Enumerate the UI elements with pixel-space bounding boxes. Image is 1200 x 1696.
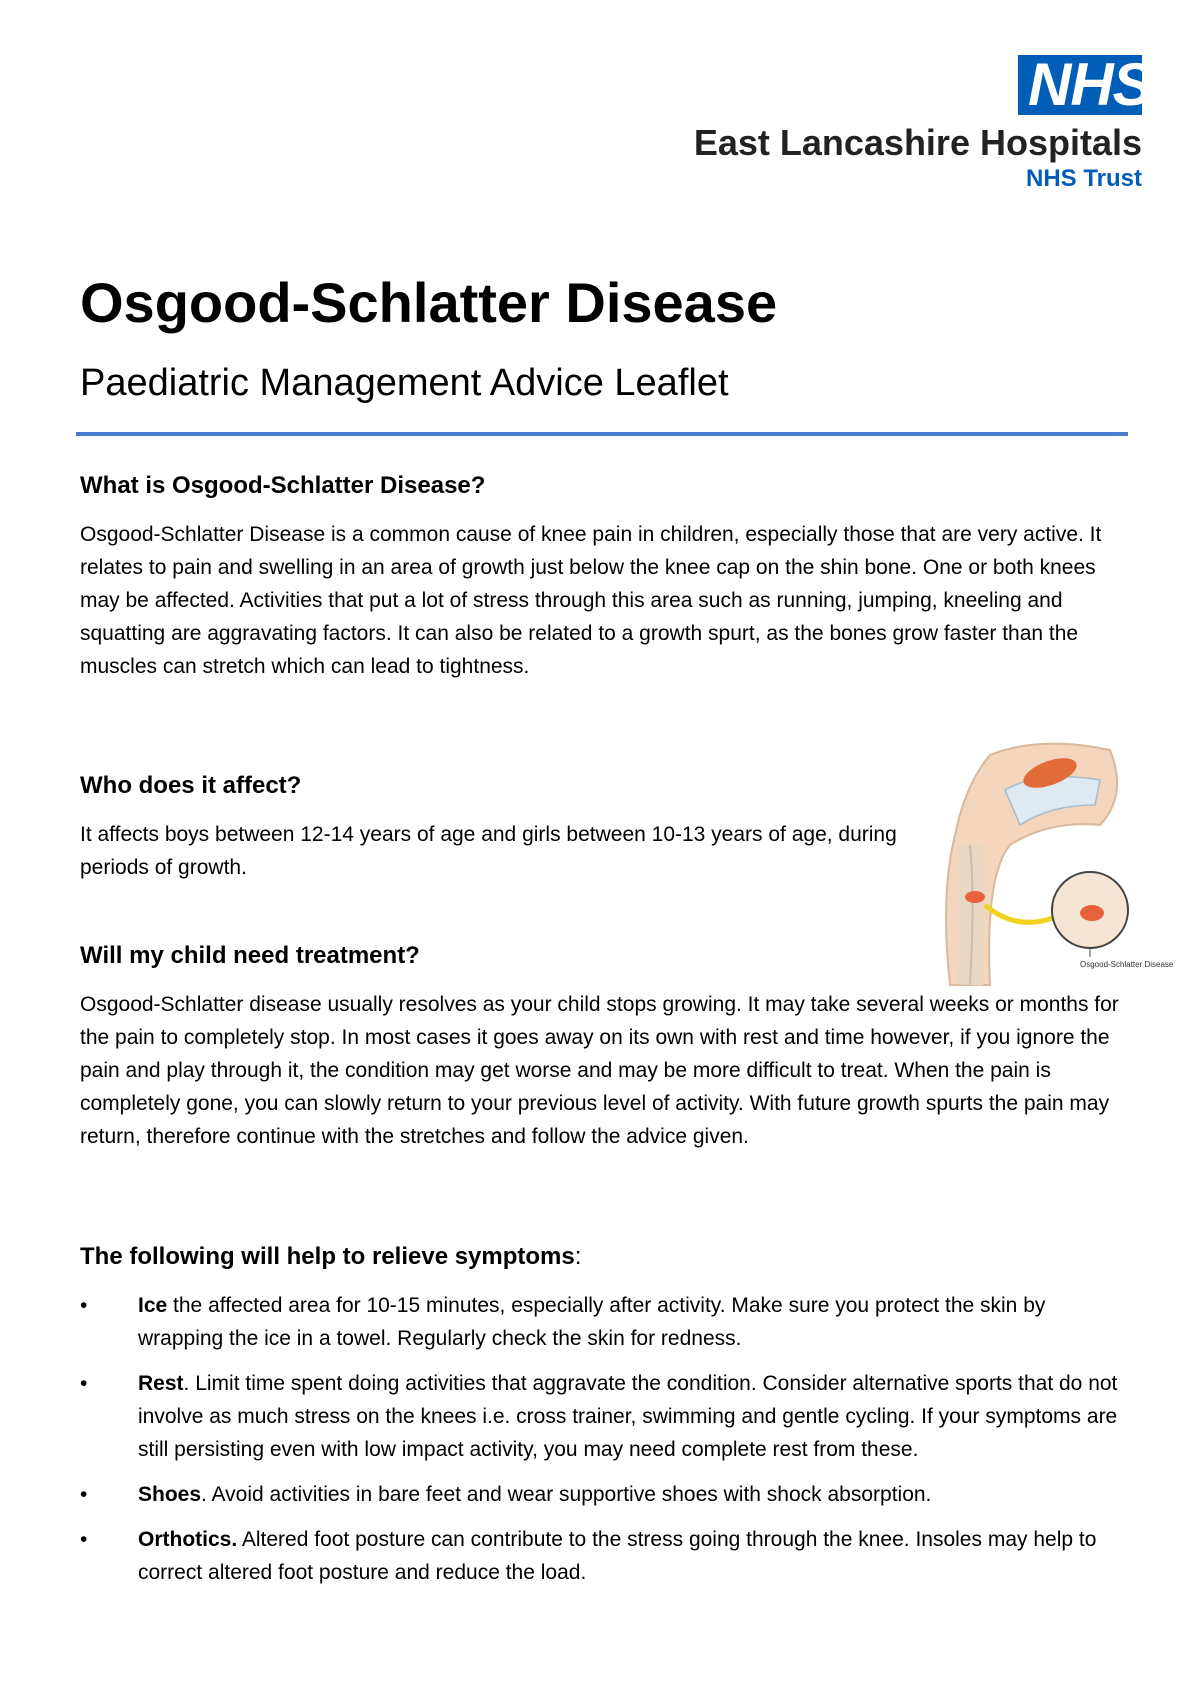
relief-list [80,1289,1130,1589]
section-relief [80,1243,1130,1601]
list-item: • Ice the affected area for 10-15 minutes, especially after activity. Make sure you protect the skin by wrapping the ice in a towel. Regularly check the skin for redness. [80,1294,1046,1350]
item-text: . Limit time spent doing activities that aggravate the condition. Consider alternative sports that do not involve as much stress on the knees i.e. cross trainer, swimming and gentle cycling. If your symptoms are still persisting even with low impact activity, you may need complete rest from these. [138,1372,1118,1461]
nhs-logo: NHS [1018,55,1142,115]
section-who-affects [80,772,920,884]
section-heading: Who does it affect? [80,772,302,799]
section-heading: Will my child need treatment? [80,942,420,969]
section-treatment [80,942,1130,1153]
figure-label: Osgood-Schlatter Disease [1080,960,1174,969]
section-heading: The following will help to relieve symptoms: [80,1243,582,1270]
list-item: • Shoes. Avoid activities in bare feet and wear supportive shoes with shock absorption. [80,1483,932,1506]
item-term: Shoes [138,1483,202,1506]
section-body: It affects boys between 12-14 years of age and girls between 10-13 years of age, during periods of growth. [80,823,897,879]
section-what-is [80,472,1130,683]
item-text: . Avoid activities in bare feet and wear supportive shoes with shock absorption. [201,1483,932,1506]
title-divider [76,432,1128,436]
trust-name: East Lancashire Hospitals [693,122,1142,163]
section-body: Osgood-Schlatter Disease is a common cause of knee pain in children, especially those that are very active. It relates to pain and swelling in an area of growth just below the knee cap on the shin bone. One or both knees may be affected. Activities that put a lot of stress through this area such as running, jumping, kneeling and squatting are aggravating factors. It can also be related to a growth spurt, as the bones grow faster than the muscles can stretch which can lead to tightness. [80,523,1102,678]
section-body: Osgood-Schlatter disease usually resolves as your child stops growing. It may take several weeks or months for the pain to completely stop. In most cases it goes away on its own with rest and time however, if you ignore the pain and play through it, the condition may get worse and may be more difficult to treat. When the pain is completely gone, you can slowly return to your previous level of activity. With future growth spurts the pain may return, therefore continue with the stretches and follow the advice given. [80,993,1119,1148]
page-subtitle: Paediatric Management Advice Leaflet [80,362,729,404]
page-title: Osgood-Schlatter Disease [80,271,778,334]
item-term: Ice [138,1294,168,1317]
trust-logo [693,51,1152,193]
item-term: Rest [138,1372,184,1395]
list-item: • Rest. Limit time spent doing activities that aggravate the condition. Consider alternative sports that do not involve as much stress on the knees i.e. cross trainer, swimming and gentle cycling. If your symptoms are still persisting even with low impact activity, you may need complete rest from these. [80,1372,1118,1461]
section-heading: What is Osgood-Schlatter Disease? [80,472,486,499]
list-item: • Orthotics. Altered foot posture can contribute to the stress going through the knee. Insoles may help to correct altered foot posture and reduce the load. [80,1528,1097,1584]
item-text: the affected area for 10-15 minutes, especially after activity. Make sure you protect the skin by wrapping the ice in a towel. Regularly check the skin for redness. [138,1294,1046,1350]
item-text: Altered foot posture can contribute to the stress going through the knee. Insoles may help to correct altered foot posture and reduce the load. [138,1528,1097,1584]
trust-subtitle: NHS Trust [1025,165,1142,192]
item-term: Orthotics. [138,1528,238,1551]
